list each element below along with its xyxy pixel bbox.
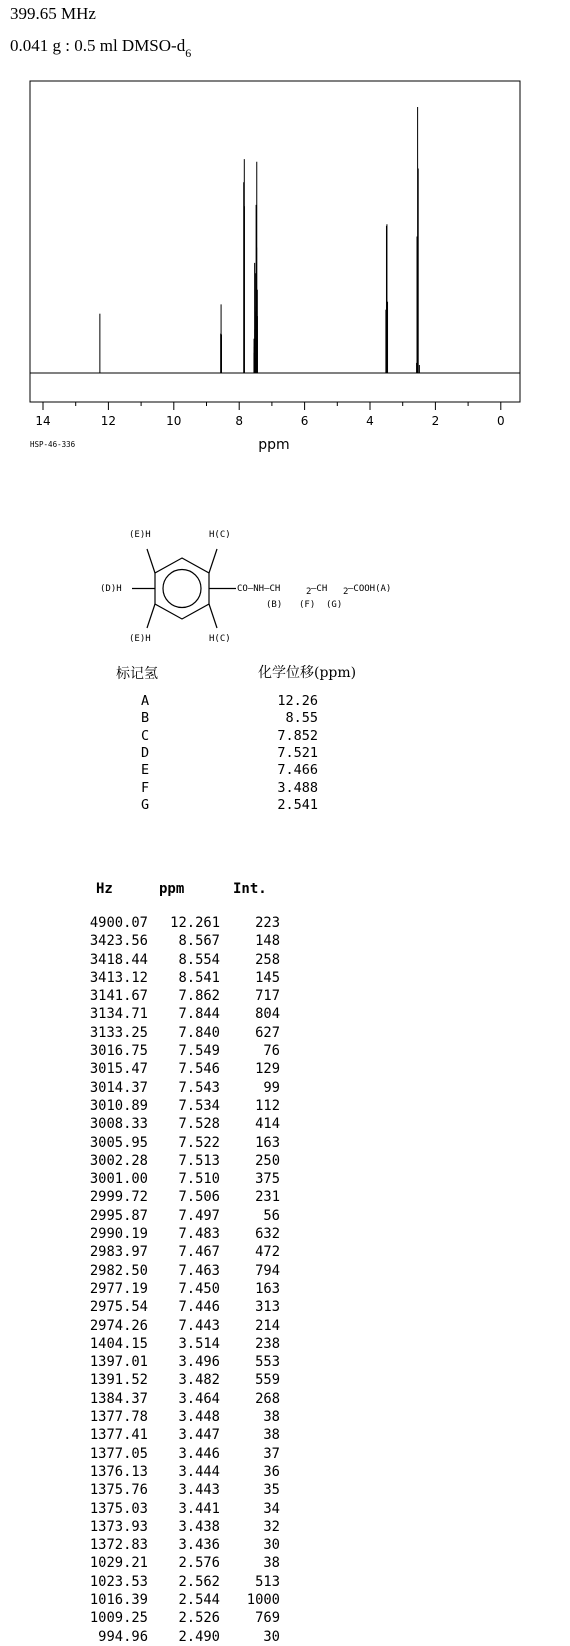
- cell-int: 38: [263, 1427, 280, 1444]
- cell-int: 472: [255, 1244, 280, 1261]
- tick-label-0: 0: [496, 414, 505, 428]
- tick-label-10: 10: [166, 414, 182, 428]
- cell-int: 76: [263, 1043, 280, 1060]
- tick-label-6: 6: [300, 414, 309, 428]
- cell-ppm: 3.496: [178, 1354, 220, 1371]
- cell-ppm: 3.514: [178, 1335, 220, 1352]
- cell-int: 414: [255, 1116, 280, 1133]
- cell-ppm: 8.567: [178, 933, 220, 950]
- cell-hz: 3010.89: [89, 1097, 148, 1114]
- cell-hz: 3413.12: [89, 969, 148, 986]
- table-row: [60, 1152, 300, 1170]
- label-d: (D)H: [100, 584, 122, 594]
- table-row: [60, 1188, 300, 1206]
- cell-ppm: 8.554: [178, 951, 220, 968]
- cell-hz: 3423.56: [89, 933, 148, 950]
- sample-text: 0.041 g : 0.5 ml DMSO-d: [10, 36, 186, 55]
- cell-int: 632: [255, 1226, 280, 1243]
- cell-int: 223: [255, 915, 280, 931]
- cell-ppm: 8.541: [178, 969, 220, 986]
- cell-ppm: 7.522: [178, 1134, 220, 1151]
- cell-int: 627: [255, 1024, 280, 1041]
- cell-ppm: 7.443: [178, 1317, 220, 1334]
- cell-ppm: 2.490: [178, 1628, 220, 1645]
- bond-e-top: [147, 549, 155, 573]
- label-f: (F): [299, 600, 316, 610]
- cell-ppm: 3.438: [178, 1518, 220, 1535]
- cell-int: 804: [255, 1006, 280, 1023]
- cell-hz: 3016.75: [89, 1043, 148, 1060]
- cell-int: 258: [255, 951, 280, 968]
- label-e-bottom: (E)H: [129, 634, 151, 644]
- cell-ppm: 2.526: [178, 1610, 220, 1627]
- cell-hz: 1375.76: [89, 1482, 148, 1499]
- cell-int: 32: [263, 1518, 280, 1535]
- table-row: [60, 1609, 300, 1627]
- bond-e-bottom: [147, 604, 155, 628]
- cell-hz: 2975.54: [89, 1299, 148, 1316]
- cell-hz: 1377.41: [89, 1427, 148, 1444]
- cell-ppm: 7.446: [178, 1299, 220, 1316]
- table-row: [60, 1317, 300, 1335]
- sample-subscript: 6: [185, 46, 192, 60]
- cell-hz: 3014.37: [89, 1079, 148, 1096]
- cell-int: 553: [255, 1354, 280, 1371]
- cell-hz: 1377.78: [89, 1409, 148, 1426]
- cell-ppm: 3.446: [178, 1445, 220, 1462]
- cell-hz: 1375.03: [89, 1500, 148, 1517]
- cell-int: 214: [255, 1317, 280, 1334]
- cell-hz: 3141.67: [89, 988, 148, 1005]
- cell-ppm: 7.463: [178, 1262, 220, 1279]
- label-c-bottom: H(C): [209, 634, 231, 644]
- cell-hz: 3008.33: [89, 1116, 148, 1133]
- table-row: [60, 1554, 300, 1572]
- cell-ppm: 7.450: [178, 1280, 220, 1297]
- cell-hz: 1016.39: [89, 1591, 148, 1608]
- cell-ppm: 12.261: [170, 915, 220, 931]
- tick-label-14: 14: [35, 414, 51, 428]
- cell-ppm: 3.441: [178, 1500, 220, 1517]
- cell-hz: 2999.72: [89, 1189, 148, 1206]
- cell-hz: 2995.87: [89, 1207, 148, 1224]
- cell-int: 129: [255, 1061, 280, 1078]
- cell-int: 148: [255, 933, 280, 950]
- table-row: [60, 932, 300, 950]
- cell-hz: 1404.15: [89, 1335, 148, 1352]
- cell-ppm: 7.534: [178, 1097, 220, 1114]
- bond-c-top: [209, 549, 217, 573]
- cell-int: 313: [255, 1299, 280, 1316]
- shift-label-G: G: [141, 796, 150, 813]
- cell-ppm: 7.506: [178, 1189, 220, 1206]
- table-row: [60, 1298, 300, 1316]
- cell-ppm: 3.444: [178, 1463, 220, 1480]
- table-row: [60, 1408, 300, 1426]
- cell-ppm: 7.549: [178, 1043, 220, 1060]
- plot-frame: [30, 81, 520, 402]
- shift-value-G: 2.541: [277, 796, 318, 813]
- shift-col-label: 标记氢: [116, 666, 158, 682]
- cell-hz: 1377.05: [89, 1445, 148, 1462]
- table-row: [60, 1518, 300, 1536]
- cell-hz: 1397.01: [89, 1354, 148, 1371]
- table-row: [60, 1079, 300, 1097]
- cell-ppm: 7.862: [178, 988, 220, 1005]
- cell-hz: 3005.95: [89, 1134, 148, 1151]
- cell-hz: 1029.21: [89, 1555, 148, 1572]
- table-row: [60, 1097, 300, 1115]
- cell-ppm: 7.483: [178, 1226, 220, 1243]
- cell-ppm: 7.543: [178, 1079, 220, 1096]
- label-cooh: —COOH(A): [348, 584, 392, 594]
- aromatic-circle: [163, 570, 201, 608]
- cell-hz: 2982.50: [89, 1262, 148, 1279]
- cell-hz: 3015.47: [89, 1061, 148, 1078]
- label-e-top: (E)H: [129, 530, 151, 540]
- cell-hz: 2977.19: [89, 1280, 148, 1297]
- cell-hz: 4900.07: [89, 915, 148, 931]
- cell-int: 375: [255, 1171, 280, 1188]
- shift-label-D: D: [141, 744, 150, 761]
- cell-hz: 1009.25: [89, 1610, 148, 1627]
- cell-int: 34: [263, 1500, 280, 1517]
- table-row: [60, 1481, 300, 1499]
- cell-int: 30: [263, 1537, 280, 1554]
- cell-int: 231: [255, 1189, 280, 1206]
- spectrometer-frequency: 399.65 MHz: [10, 4, 96, 23]
- cell-hz: 1391.52: [89, 1372, 148, 1389]
- cell-ppm: 7.467: [178, 1244, 220, 1261]
- cell-hz: 3418.44: [89, 951, 148, 968]
- table-row: [60, 1134, 300, 1152]
- cell-int: 238: [255, 1335, 280, 1352]
- peak-col-ppm: ppm: [159, 881, 185, 897]
- table-row: [60, 1005, 300, 1023]
- molecular-structure: [0, 510, 570, 650]
- table-row: [60, 1225, 300, 1243]
- cell-ppm: 7.844: [178, 1006, 220, 1023]
- cell-hz: 1023.53: [89, 1573, 148, 1590]
- table-row: [60, 951, 300, 969]
- tick-label-12: 12: [100, 414, 117, 428]
- cell-int: 1000: [246, 1591, 280, 1608]
- shift-value-F: 3.488: [277, 779, 318, 796]
- label-sub-1: 2: [306, 587, 312, 597]
- cell-int: 56: [263, 1207, 280, 1224]
- shift-value-C: 7.852: [277, 727, 318, 744]
- spectrum-code: HSP-46-336: [30, 440, 76, 449]
- cell-int: 38: [263, 1409, 280, 1426]
- cell-ppm: 7.513: [178, 1152, 220, 1169]
- cell-ppm: 3.447: [178, 1427, 220, 1444]
- table-row: [60, 1335, 300, 1353]
- table-row: [60, 1207, 300, 1225]
- label-c-top: H(C): [209, 530, 231, 540]
- table-row: [60, 1262, 300, 1280]
- cell-int: 99: [263, 1079, 280, 1096]
- cell-ppm: 3.482: [178, 1372, 220, 1389]
- table-row: [60, 1115, 300, 1133]
- table-row: [60, 1536, 300, 1554]
- table-row: [60, 1500, 300, 1518]
- table-row: [60, 1371, 300, 1389]
- cell-ppm: 3.443: [178, 1482, 220, 1499]
- cell-hz: 3001.00: [89, 1171, 148, 1188]
- cell-ppm: 3.464: [178, 1390, 220, 1407]
- label-b: (B): [266, 600, 283, 610]
- table-row: [60, 914, 300, 932]
- cell-int: 268: [255, 1390, 280, 1407]
- shift-label-E: E: [141, 762, 150, 779]
- shift-label-C: C: [141, 727, 150, 744]
- table-row: [60, 1060, 300, 1078]
- table-row: [60, 1170, 300, 1188]
- label-g: (G): [326, 600, 343, 610]
- table-row: [60, 1426, 300, 1444]
- shift-label-A: A: [141, 693, 150, 709]
- shift-value-D: 7.521: [277, 744, 318, 761]
- table-row: [60, 1280, 300, 1298]
- bond-c-bottom: [209, 604, 217, 628]
- cell-ppm: 7.528: [178, 1116, 220, 1133]
- cell-ppm: 3.436: [178, 1537, 220, 1554]
- shift-label-F: F: [141, 779, 150, 796]
- table-row: [60, 1591, 300, 1609]
- peak-col-hz: Hz: [96, 881, 113, 897]
- table-row: [60, 969, 300, 987]
- cell-hz: 994.96: [98, 1628, 148, 1645]
- cell-int: 145: [255, 969, 280, 986]
- shift-value-E: 7.466: [277, 762, 318, 779]
- peaks-group: [100, 107, 420, 373]
- table-row: [60, 1573, 300, 1591]
- label-sub-2: 2: [343, 587, 349, 597]
- label-chain-2: —CH: [311, 584, 328, 594]
- cell-ppm: 2.544: [178, 1591, 220, 1608]
- cell-int: 38: [263, 1555, 280, 1572]
- cell-hz: 1376.13: [89, 1463, 148, 1480]
- table-row: [60, 1042, 300, 1060]
- cell-int: 163: [255, 1280, 280, 1297]
- cell-hz: 1384.37: [89, 1390, 148, 1407]
- cell-int: 112: [255, 1097, 280, 1114]
- cell-int: 37: [263, 1445, 280, 1462]
- cell-hz: 3002.28: [89, 1152, 148, 1169]
- table-row: [60, 1463, 300, 1481]
- cell-hz: 2983.97: [89, 1244, 148, 1261]
- cell-ppm: 7.546: [178, 1061, 220, 1078]
- cell-ppm: 2.562: [178, 1573, 220, 1590]
- shift-value-A: 12.26: [277, 693, 318, 709]
- cell-ppm: 3.448: [178, 1409, 220, 1426]
- cell-int: 163: [255, 1134, 280, 1151]
- cell-ppm: 7.510: [178, 1171, 220, 1188]
- cell-int: 30: [263, 1628, 280, 1645]
- x-axis-label: ppm: [258, 437, 290, 453]
- label-chain-1: CO—NH—CH: [237, 584, 281, 594]
- table-row: [60, 1353, 300, 1371]
- cell-int: 717: [255, 988, 280, 1005]
- tick-label-4: 4: [366, 414, 374, 428]
- table-row: [60, 987, 300, 1005]
- cell-int: 559: [255, 1372, 280, 1389]
- table-row: [60, 1390, 300, 1408]
- cell-ppm: 7.497: [178, 1207, 220, 1224]
- shift-label-B: B: [141, 710, 150, 727]
- cell-ppm: 2.576: [178, 1555, 220, 1572]
- cell-hz: 2974.26: [89, 1317, 148, 1334]
- cell-int: 250: [255, 1152, 280, 1169]
- tick-label-8: 8: [235, 414, 244, 428]
- cell-ppm: 7.840: [178, 1024, 220, 1041]
- table-row: [60, 1445, 300, 1463]
- table-row: [60, 1628, 300, 1646]
- cell-int: 513: [255, 1573, 280, 1590]
- table-row: [60, 1024, 300, 1042]
- peak-list: [60, 914, 300, 1646]
- cell-int: 769: [255, 1610, 280, 1627]
- cell-hz: 1373.93: [89, 1518, 148, 1535]
- nmr-spectrum-chart: [0, 0, 570, 470]
- cell-hz: 1372.83: [89, 1537, 148, 1554]
- shift-col-ppm: 化学位移(ppm): [258, 665, 357, 681]
- cell-int: 794: [255, 1262, 280, 1279]
- table-row: [60, 1243, 300, 1261]
- cell-int: 35: [263, 1482, 280, 1499]
- cell-int: 36: [263, 1463, 280, 1480]
- x-axis-ticks: [35, 402, 504, 428]
- cell-hz: 3134.71: [89, 1006, 148, 1023]
- peak-col-int: Int.: [233, 881, 267, 897]
- tick-label-2: 2: [431, 414, 440, 428]
- shift-value-B: 8.55: [285, 710, 318, 727]
- cell-hz: 2990.19: [89, 1226, 148, 1243]
- cell-hz: 3133.25: [89, 1024, 148, 1041]
